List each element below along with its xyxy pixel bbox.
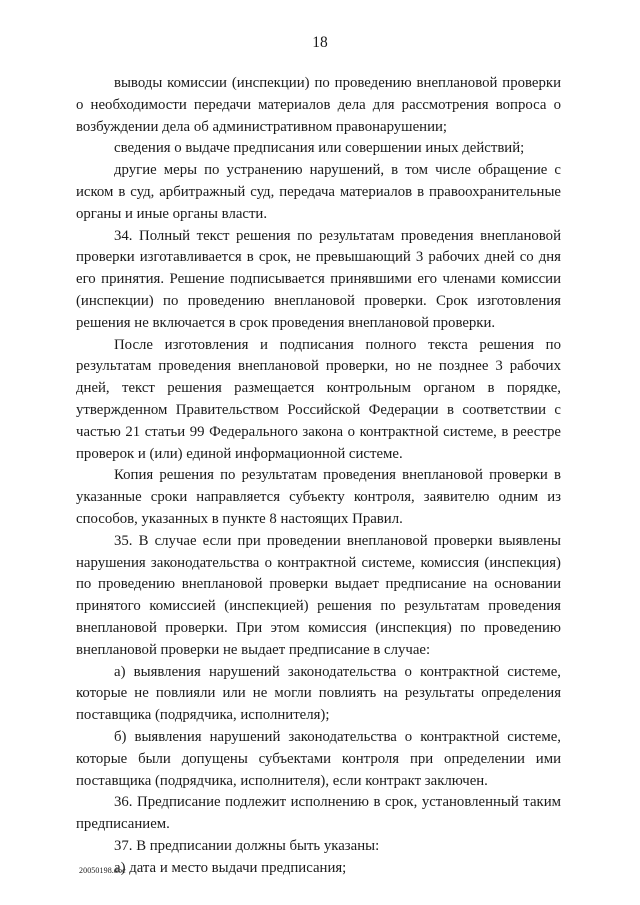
paragraph: 35. В случае если при проведении внеплановой проверки выявлены нарушения законодательства о контрактной системе, комиссия (инспекция) по проведению внеплановой проверки выдает предписание на основании принятого комиссией (инспекцией) решения по результатам проведения внеплановой проверки. При этом комиссия (инспекция) по проведению внеплановой проверки не выдает предписание в случае: (76, 532, 561, 658)
paragraph: После изготовления и подписания полного текста решения по результатам проведения внеплановой проверки, но не позднее 3 рабочих дней, текст решения размещается контрольным органом в порядке, утвержденном Правительством Российской Федерации в соответствии с частью 21 статьи 99 Федерального закона о контрактной системе, в реестре проверок и (или) единой информационной системе. (76, 336, 561, 462)
paragraph: а) выявления нарушений законодательства о контрактной системе, которые не повлияли или не могли повлиять на результаты определения поставщика (подрядчика, исполнителя); (76, 663, 561, 724)
paragraph: 36. Предписание подлежит исполнению в срок, установленный таким предписанием. (76, 794, 561, 833)
page-number: 18 (312, 34, 328, 51)
paragraph: выводы комиссии (инспекции) по проведению внеплановой проверки о необходимости передачи материалов дела для рассмотрения вопроса о возбуждении дела об административном правонарушении; (76, 75, 561, 135)
paragraph: Копия решения по результатам проведения внеплановой проверки в указанные сроки направляется субъекту контроля, заявителю одним из способов, указанных в пункте 8 настоящих Правил. (76, 467, 561, 527)
paragraph: б) выявления нарушений законодательства о контрактной системе, которые были допущены субъектами контроля при определении ими поставщика (подрядчика, исполнителя), если контракт заключен. (76, 728, 561, 789)
paragraph: а) дата и место выдачи предписания; (114, 859, 347, 876)
paragraph: другие меры по устранению нарушений, в том числе обращение с иском в суд, арбитражный суд, передача материалов в правоохранительные органы и иные органы власти. (76, 162, 561, 222)
paragraph: сведения о выдаче предписания или совершении иных действий; (114, 140, 525, 157)
document-filename-footer: 20050198.doc (79, 866, 126, 875)
paragraph: 34. Полный текст решения по результатам проведения внеплановой проверки изготавливается в срок, не превышающий 3 рабочих дней со дня его принятия. Решение подписывается принявшими его членами комиссии (инспекции) по проведению внеплановой проверки. Срок изготовления решения не включается в срок проведения внеплановой проверки. (76, 227, 561, 331)
document-body (76, 73, 561, 879)
paragraph: 37. В предписании должны быть указаны: (114, 837, 380, 854)
